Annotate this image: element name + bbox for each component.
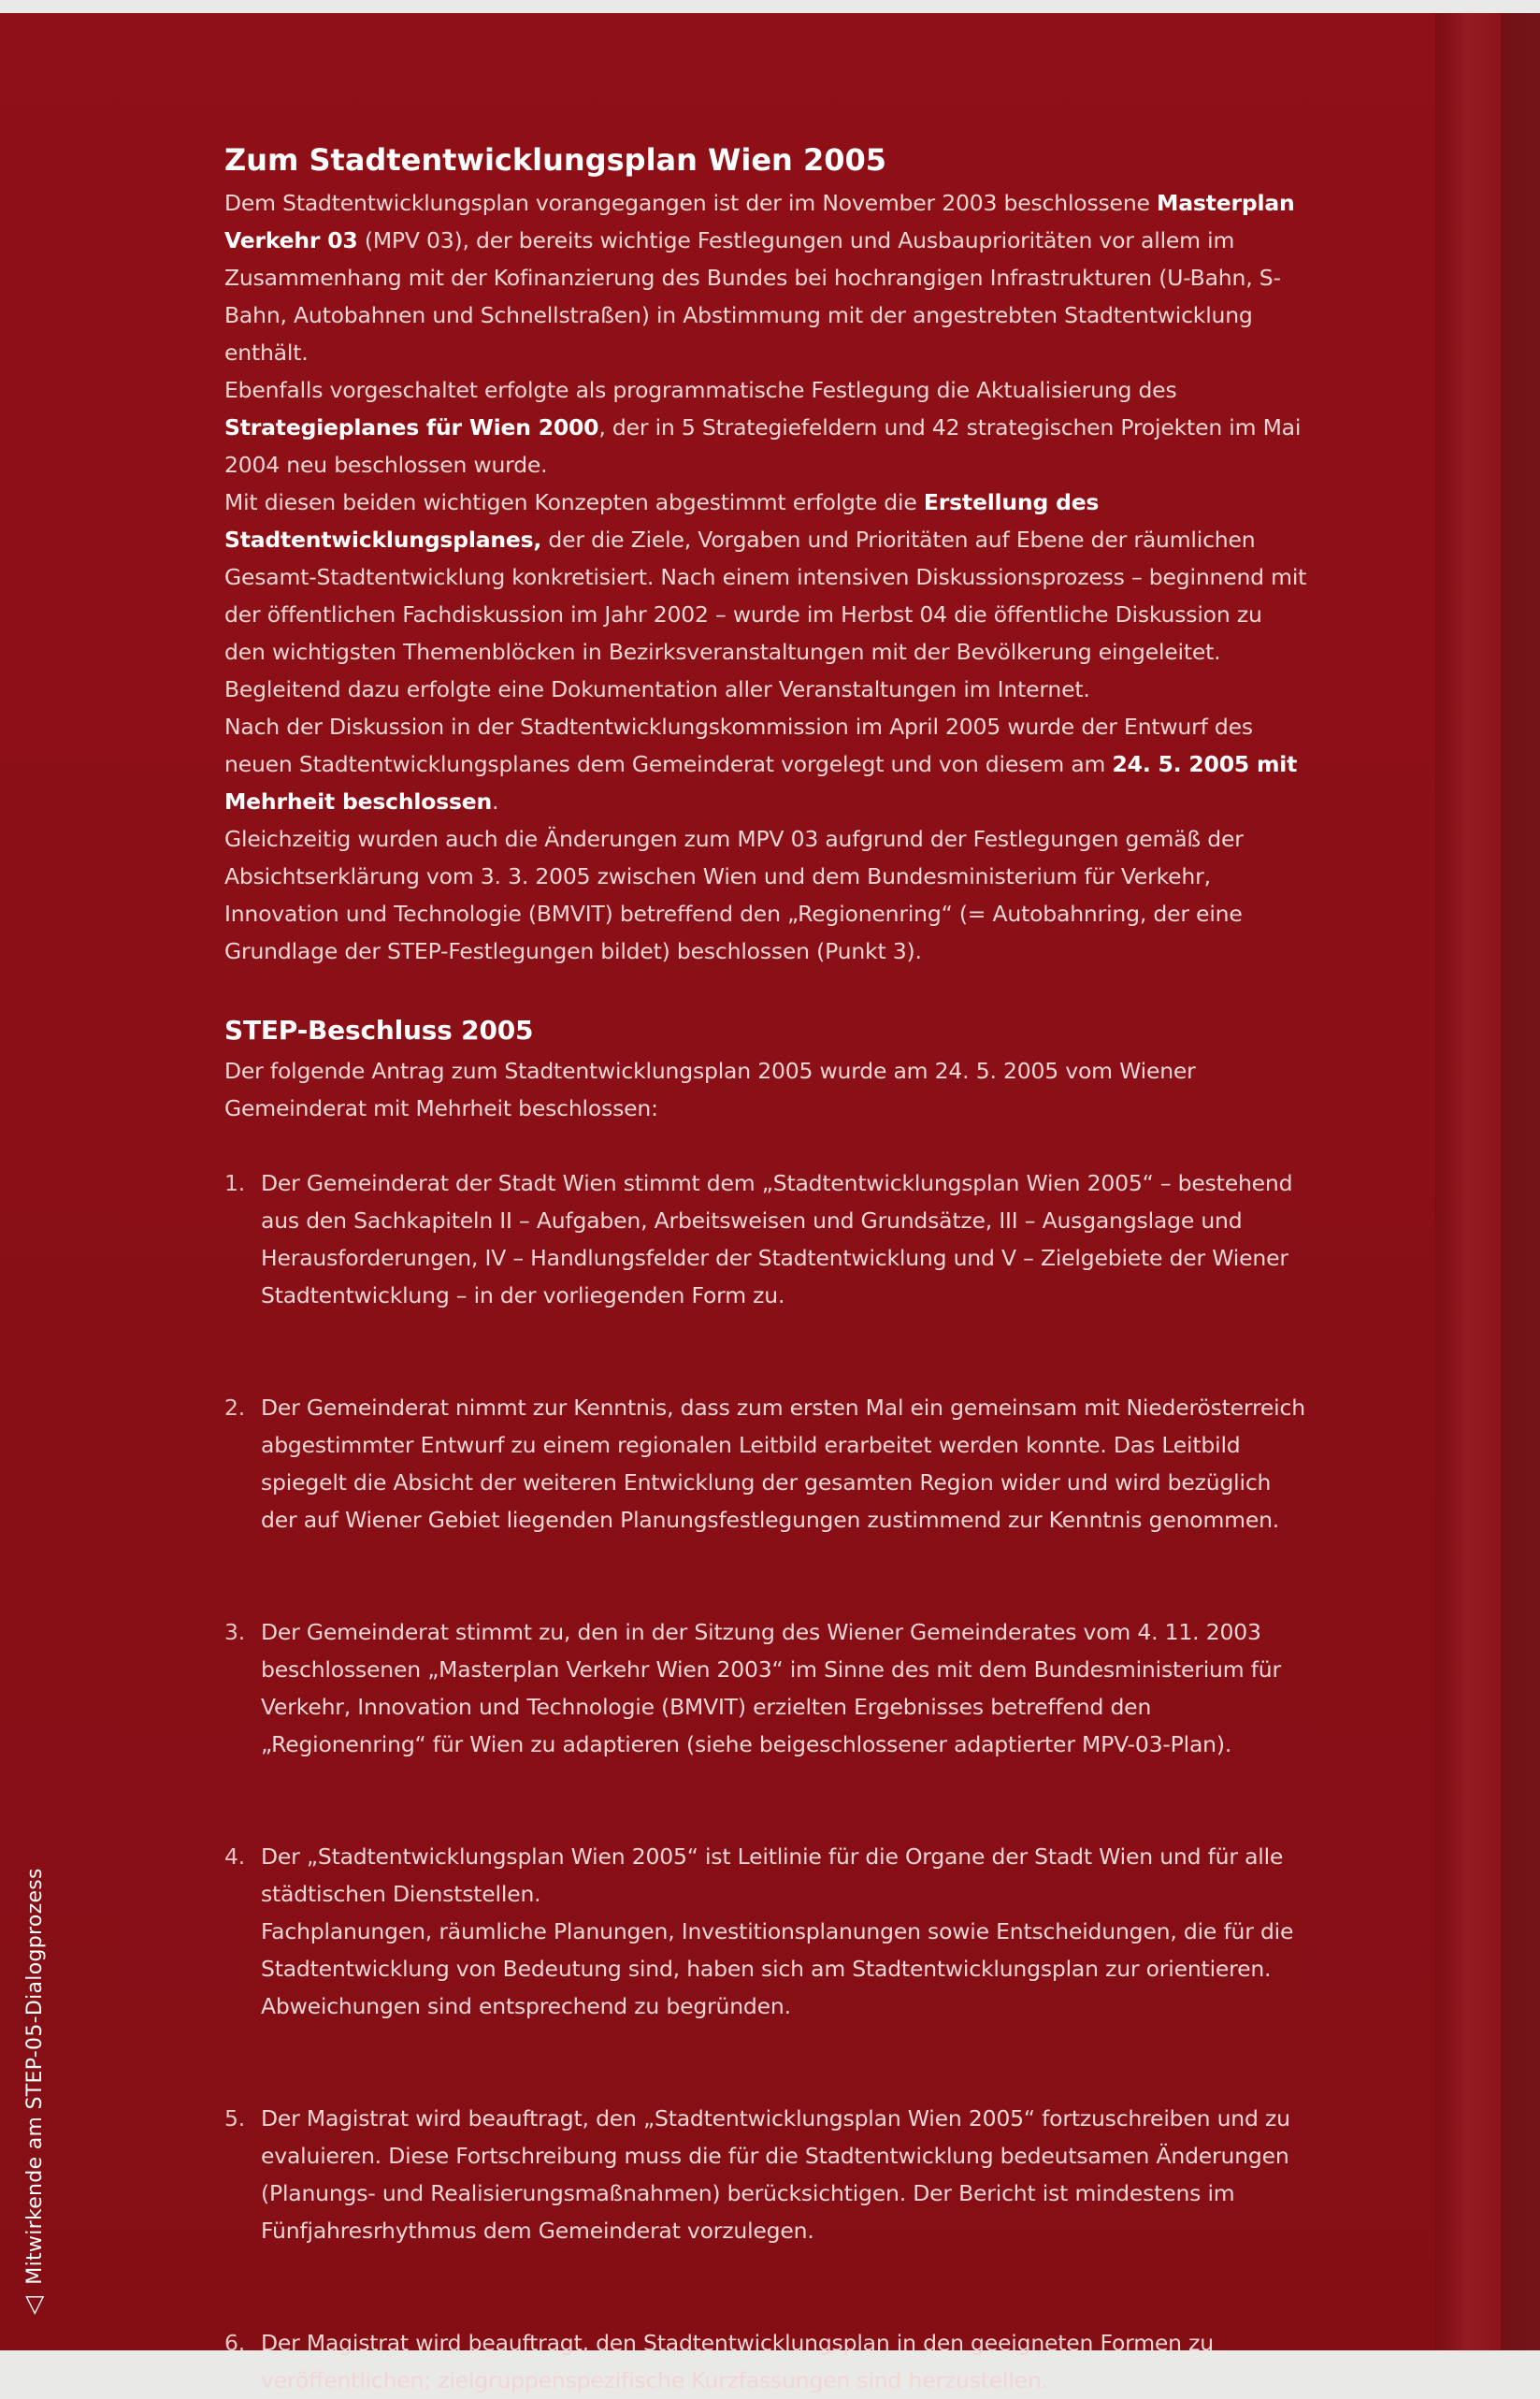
text: Mit diesen beiden wichtigen Konzepten abgestimmt erfolgte die — [224, 489, 924, 515]
page-title: Zum Stadtentwicklungsplan Wien 2005 — [224, 142, 886, 178]
list-item — [224, 2100, 1309, 2249]
section-heading: STEP-Beschluss 2005 — [224, 1015, 534, 1046]
list-text: Der „Stadtentwicklungsplan Wien 2005“ ist Leitlinie für die Organe der Stadt Wien und für alle städtischen Dienststellen. — [261, 1843, 1284, 1907]
list-text: Der Gemeinderat stimmt zu, den in der Sitzung des Wiener Gemeinderates vom 4. 11. 2003 beschlossenen „Masterplan Verkehr Wien 2003“ im Sinne des mit dem Bundesministerium für Verkehr, Innovation und Technologie (BMVIT) erzielten Ergebnisses betreffend den „Regionenring“ für Wien zu adaptieren (siehe beigeschlossener adaptierter MPV-03-Plan). — [261, 1619, 1281, 1757]
list-text-continued: Fachplanungen, räumliche Planungen, Investitionsplanungen sowie Entscheidungen, die für die Stadtentwicklung von Bedeutung sind, haben sich am Stadtentwicklungsplan zur orientieren. Abweichungen sind entsprechend zu begründen. — [261, 1918, 1294, 2019]
section-gap — [224, 970, 1309, 1009]
text: , der in 5 Strategiefeldern und 42 strategischen Projekten im Mai 2004 neu beschlossen wurde. — [224, 414, 1302, 478]
text: . — [492, 788, 499, 815]
list-number: 2. — [224, 1395, 246, 1421]
list-item — [224, 1164, 1309, 1314]
side-caption-text: Mitwirkende am STEP-05-Dialogprozess — [23, 1868, 47, 2285]
list-number: 6. — [224, 2330, 246, 2356]
bold-text: Masterplan Verkehr 03 — [224, 190, 1295, 253]
text: Dem Stadtentwicklungsplan vorangegangen ist der im November 2003 beschlossene — [224, 190, 1158, 216]
resolution-list — [224, 1164, 1309, 2399]
bold-text: Erstellung des Stadtentwicklungsplanes, — [224, 489, 1100, 553]
list-text: Der Gemeinderat der Stadt Wien stimmt dem „Stadtentwicklungsplan Wien 2005“ – bestehend aus den Sachkapiteln II – Aufgaben, Arbeitsweisen und Grundsätze, III – Ausgangslage und Herausforderungen, IV – Handlungsfelder der Stadtentwicklung und V – Zielgebiete der Wiener Stadtentwicklung – in der vorliegenden Form zu. — [261, 1170, 1293, 1308]
paragraph-beschluss — [224, 708, 1309, 820]
list-item — [224, 1613, 1309, 1763]
paragraph-mpv-aenderungen: Gleichzeitig wurden auch die Änderungen zum MPV 03 aufgrund der Festlegungen gemäß der Absichtserklärung vom 3. 3. 2005 zwischen Wien und dem Bundesministerium für Verkehr, Innovation und Technologie (BMVIT) betreffend den „Regionenring“ (= Autobahnring, der eine Grundlage der STEP-Festlegungen bildet) beschlossen (Punkt 3). — [224, 826, 1244, 964]
bold-text: Strategieplanes für Wien 2000 — [224, 414, 599, 441]
list-item — [224, 2324, 1309, 2399]
document-content — [224, 136, 1309, 2399]
list-text: Der Magistrat wird beauftragt, den Stadtentwicklungsplan in den geeigneten Formen zu veröffentlichen; zielgruppenspezifische Kurzfassungen sind herzustellen. — [261, 2330, 1214, 2393]
section-intro: Der folgende Antrag zum Stadtentwicklungsplan 2005 wurde am 24. 5. 2005 vom Wiener Gemeinderat mit Mehrheit beschlossen: — [224, 1058, 1196, 1121]
paragraph-masterplan — [224, 184, 1309, 371]
triangle-left-icon: ◁ — [20, 2295, 48, 2315]
list-item — [224, 1389, 1309, 1539]
bold-text: 24. 5. 2005 mit Mehrheit beschlossen — [224, 751, 1298, 815]
paragraph-strategieplan — [224, 371, 1309, 484]
text: (MPV 03), der bereits wichtige Festlegungen und Ausbauprioritäten vor allem im Zusammenhang mit der Kofinanzierung des Bundes bei hochrangigen Infrastrukturen (U-Bahn, S-Bahn, Autobahnen und Schnellstraßen) in Abstimmung mit der angestrebten Stadtentwicklung enthält. — [224, 227, 1281, 366]
list-number: 4. — [224, 1843, 246, 1870]
page-edge — [1435, 13, 1540, 2350]
text: Ebenfalls vorgeschaltet erfolgte als programmatische Festlegung die Aktualisierung des — [224, 377, 1177, 403]
paragraph-erstellung — [224, 484, 1309, 708]
text: Nach der Diskussion in der Stadtentwicklungskommission im April 2005 wurde der Entwurf des neuen Stadtentwicklungsplanes dem Gemeinderat vorgelegt und von diesem am — [224, 714, 1253, 777]
list-number: 5. — [224, 2105, 246, 2132]
list-item — [224, 1838, 1309, 2025]
list-text: Der Gemeinderat nimmt zur Kenntnis, dass zum ersten Mal ein gemeinsam mit Niederösterreich abgestimmter Entwurf zu einem regionalen Leitbild erarbeitet werden konnte. Das Leitbild spiegelt die Absicht der weiteren Entwicklung der gesamten Region wider und wird bezüglich der auf Wiener Gebiet liegenden Planungsfestlegungen zustimmend zur Kenntnis genommen. — [261, 1395, 1305, 1533]
side-caption — [15, 1868, 54, 2315]
text: der die Ziele, Vorgaben und Prioritäten auf Ebene der räumlichen Gesamt-Stadtentwicklung konkretisiert. Nach einem intensiven Diskussionsprozess – beginnend mit der öffentlichen Fachdiskussion im Jahr 2002 – wurde im Herbst 04 die öffentliche Diskussion zu den wichtigsten Themenblöcken in Bezirksveranstaltungen mit der Bevölkerung eingeleitet. Begleitend dazu erfolgte eine Dokumentation aller Veranstaltungen im Internet. — [224, 527, 1307, 702]
list-number: 3. — [224, 1619, 246, 1645]
list-text: Der Magistrat wird beauftragt, den „Stadtentwicklungsplan Wien 2005“ fortzuschreiben und zu evaluieren. Diese Fortschreibung muss die für die Stadtentwicklung bedeutsamen Änderungen (Planungs- und Realisierungsmaßnahmen) berücksichtigen. Der Bericht ist mindestens im Fünfjahresrhythmus dem Gemeinderat vorzulegen. — [261, 2105, 1290, 2244]
list-number: 1. — [224, 1170, 246, 1196]
